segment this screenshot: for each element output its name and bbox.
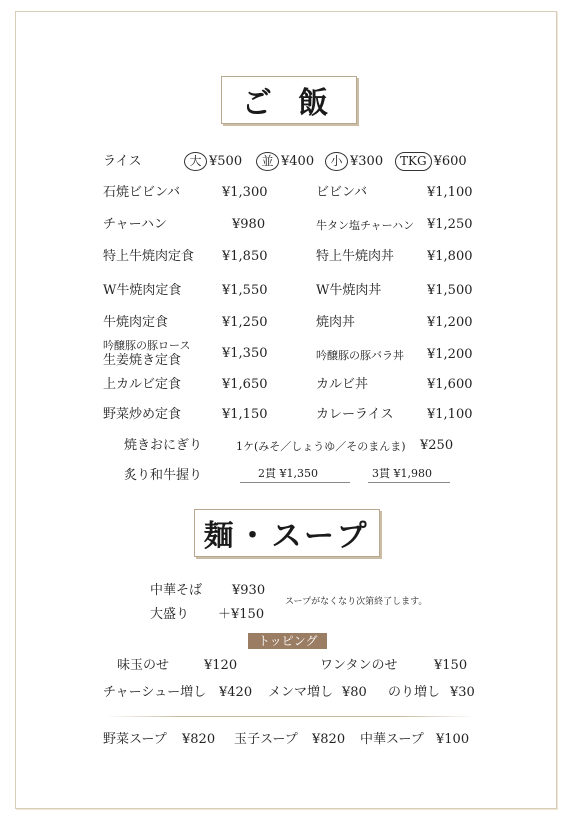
menu-item-price: ¥1,350 — [222, 346, 268, 361]
menu-item-price: ¥1,200 — [427, 315, 473, 330]
menu-item-name: W牛焼肉定食 — [103, 283, 182, 298]
menu-item-name: 牛タン塩チャーハン — [316, 219, 415, 232]
menu-item-price: ¥1,550 — [222, 283, 268, 298]
topping-name: のり増し — [388, 685, 441, 700]
omori-name: 大盛り — [150, 607, 190, 622]
menu-item-name: 野菜炒め定食 — [103, 407, 182, 422]
chuka-soba-name: 中華そば — [150, 583, 203, 598]
rice-size-tkg: TKG ¥600 — [395, 152, 467, 171]
menu-item-name: W牛焼肉丼 — [316, 283, 382, 298]
topping-name: 味玉のせ — [117, 658, 170, 673]
menu-item-name: 牛焼肉定食 — [103, 315, 169, 330]
menu-item-name: ビビンバ — [316, 185, 368, 200]
menu-item-name: 吟醸豚の豚ロース — [103, 339, 191, 352]
soup-price: ¥100 — [436, 732, 470, 747]
topping-price: ¥30 — [450, 685, 475, 700]
menu-item-price: ¥1,500 — [427, 283, 473, 298]
menu-item-price: ¥1,850 — [222, 249, 268, 264]
rice-size-large: 大 ¥500 — [184, 152, 242, 171]
soup-divider — [105, 716, 475, 717]
soup-note: スープがなくなり次第終了します。 — [285, 597, 428, 607]
menu-item-name: カルビ丼 — [316, 377, 369, 392]
menu-item-name: カレーライス — [316, 407, 394, 422]
menu-item-name: 焼肉丼 — [316, 315, 356, 330]
rice-size-small: 小 ¥300 — [325, 152, 383, 171]
menu-item-price: ¥1,200 — [427, 347, 473, 362]
topping-name: メンマ増し — [268, 685, 334, 700]
menu-item-price: ¥1,100 — [427, 407, 473, 422]
soup-price: ¥820 — [182, 732, 216, 747]
soup-name: 中華スープ — [360, 732, 424, 747]
menu-item-price: ¥1,150 — [222, 407, 268, 422]
noodle-section-title-box — [194, 509, 380, 557]
menu-item-price: ¥1,100 — [427, 185, 473, 200]
menu-item-name: チャーハン — [103, 217, 167, 232]
topping-price: ¥120 — [204, 658, 238, 673]
menu-item-price: ¥1,600 — [427, 377, 473, 392]
menu-item-price: ¥1,800 — [427, 249, 473, 264]
noodle-section-title: 麺・スープ — [203, 519, 371, 554]
rice-size-regular: 並 ¥400 — [256, 152, 314, 171]
nigiri-underline — [240, 482, 350, 483]
menu-item-price: ¥1,250 — [222, 315, 268, 330]
soup-name: 野菜スープ — [103, 732, 167, 747]
menu-item-name: 特上牛焼肉丼 — [316, 249, 395, 264]
nigiri-name: 炙り和牛握り — [124, 468, 203, 483]
menu-item-name: 上カルビ定食 — [103, 377, 182, 392]
rice-section-title-box — [221, 76, 357, 124]
onigiri-detail: 1ケ(みそ／しょうゆ／そのまんま) — [236, 440, 406, 453]
omori-price: ＋¥150 — [218, 607, 265, 622]
soup-price: ¥820 — [312, 732, 346, 747]
menu-item-price: ¥1,300 — [222, 185, 268, 200]
topping-name: チャーシュー増し — [103, 685, 207, 700]
menu-item-price: ¥1,250 — [427, 217, 473, 232]
menu-item-name: 石焼ビビンバ — [103, 185, 181, 200]
rice-section-title: ご 飯 — [241, 86, 337, 121]
menu-item-name-line2: 生姜焼き定食 — [103, 353, 182, 368]
topping-name: ワンタンのせ — [320, 658, 398, 673]
chuka-soba-price: ¥930 — [232, 583, 266, 598]
nigiri-option-3kan: 3貫 ¥1,980 — [372, 467, 432, 480]
onigiri-price: ¥250 — [420, 438, 454, 453]
topping-price: ¥420 — [219, 685, 253, 700]
menu-item-price: ¥980 — [232, 217, 266, 232]
topping-price: ¥150 — [434, 658, 468, 673]
nigiri-option-2kan: 2貫 ¥1,350 — [258, 467, 318, 480]
menu-item-price: ¥1,650 — [222, 377, 268, 392]
topping-label: トッピング — [248, 633, 327, 649]
rice-label: ライス — [103, 154, 142, 169]
menu-item-name: 特上牛焼肉定食 — [103, 249, 195, 264]
onigiri-name: 焼きおにぎり — [124, 438, 203, 453]
topping-price: ¥80 — [342, 685, 367, 700]
menu-item-name: 吟醸豚の豚バラ丼 — [316, 349, 404, 362]
nigiri-underline — [368, 482, 450, 483]
soup-name: 玉子スープ — [234, 732, 298, 747]
